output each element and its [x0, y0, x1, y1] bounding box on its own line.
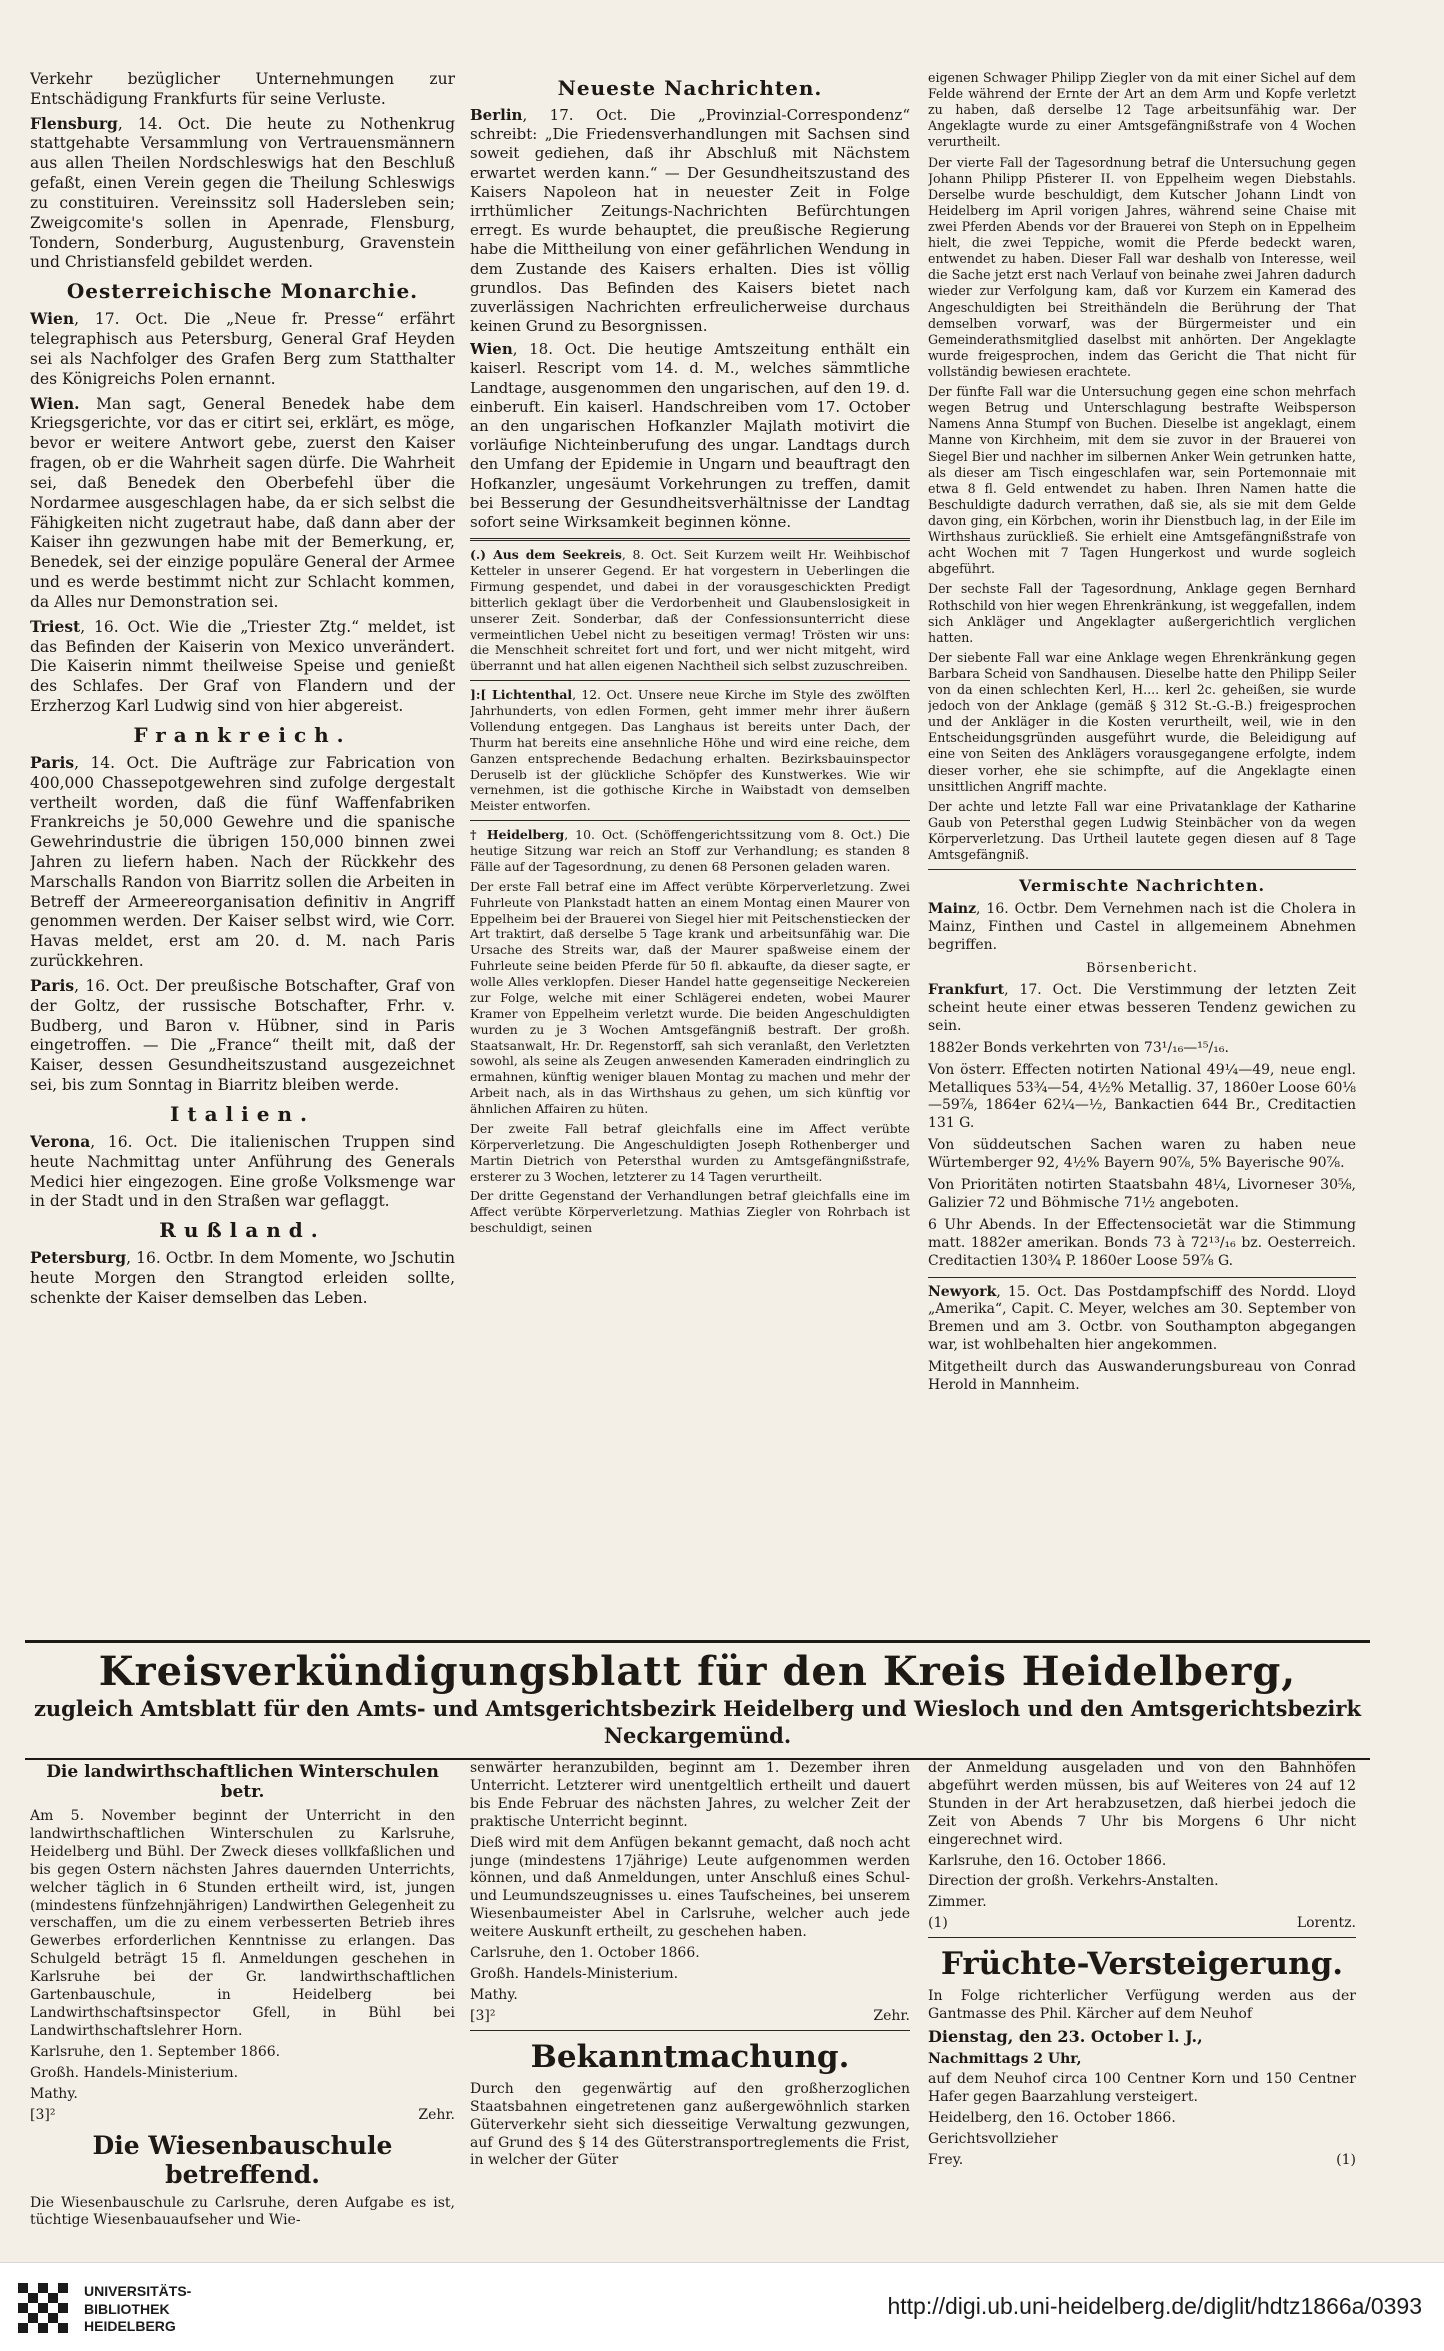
notice-signature: Zimmer. — [928, 1894, 987, 1911]
dateline-place: Mainz — [928, 901, 977, 918]
library-logo-icon — [14, 2279, 72, 2337]
dateline-place: Wien — [470, 340, 513, 359]
notice-ref-row — [928, 2152, 1356, 2168]
article-text: Der sechste Fall der Tagesordnung, Anklage gegen Bernhard Rothschild von hier wegen Ehrenkränkung, ist weggefallen, indem sich Ankläger und Angeklagter außergerichtlich verglichen hatten. — [928, 581, 1356, 645]
article-text: Der dritte Gegenstand der Verhandlungen betraf gleichfalls eine im Affect verübte Körperverletzung. Mathias Ziegler von Rohrbach ist beschuldigt, seinen — [470, 1188, 910, 1236]
divider — [470, 2030, 910, 2031]
section-heading-exchange: Börsenbericht. — [1086, 960, 1198, 976]
notice-ref-row — [470, 2008, 910, 2024]
article-text: , 12. Oct. Unsere neue Kirche im Style des zwölften Jahrhunderts, von edlen Formen, geht immer mehr ihrer äußern Vollendung entgegen. Das Langhaus ist bereits unter Dach, der Thurm hat bereits eine ansehnliche Höhe und wird eine reiche, dem Ganzen entsprechende Bedachung erhalten. Bezirksbauinspector Deruselb ist der glückliche Schöpfer des Kunstwerkes. Wie wir vernehmen, ist die gothische Kirche in Waibstadt von demselben Meister entworfen. — [470, 687, 910, 814]
article-text: Der erste Fall betraf eine im Affect verübte Körperverletzung. Zwei Fuhrleute von Plankstadt hatten an einem Montag einen Maurer von Eppelheim bei der Brauerei von Siegel hier mit Peitschenstiecken der Art traktirt, daß derselbe 5 Tage krank und arbeitsunfähig war. Die Ursache des Streits war, daß der Maurer spaßweise einem der Fuhrleute seine beiden Pferde für 50 fl. abkaufte, da dieser sagte, er wolle Alles verklopfen. Dieser Handel hatte gegenseitige Neckereien zur Folge, welche mit einer Schlägerei endeten, wobei Maurer Kramer von Eppelheim verletzt wurde. Die beiden Angeschuldigten wurden zu je 3 Wochen Amtsgefängniß bestraft. Der großh. Staatsanwalt, Hr. Dr. Regenstorff, sah sich veranlaßt, den Verletzten sowohl, als seine als Zeugen anwesenden Kameraden eindringlich zu ermahnen, künftig weniger blauen Montag zu machen und mehr der Arbeit nach, als in das Wirthshaus zu gehen, um sich künftig vor ähnlichen Affairen zu hüten. — [470, 878, 910, 1116]
exchange-line: Von süddeutschen Sachen waren zu haben neue Würtemberger 92, 4½% Bayern 90⅞, 5% Bayerische 90⅞. — [928, 1137, 1356, 1172]
notice-text: Durch den gegenwärtig auf den großherzoglichen Staatsbahnen eingetretenen ganz außergewöhnlich starken Güterverkehr sieht sich diesseitige Verwaltung gezwungen, auf Grund des § 14 des Güterstransportreglements die Frist, in welcher der Güter — [470, 2080, 910, 2169]
notice-ministry: Großh. Handels-Ministerium. — [470, 1965, 679, 1982]
notice-text: Am 5. November beginnt der Unterricht in den landwirthschaftlichen Winterschulen zu Karlsruhe, Heidelberg und Bühl. Der Zweck dieses vollkfaßlichen und bis gegen Ostern nächsten Jahres dauernden Unterrichts, welcher täglich in 6 Stunden ertheilt wird, ist, jungen (mindestens fünfzehnjährigen) Landwirthen Gelegenheit zu verschaffen, um die zu einem verbesserten Betrieb ihres Gewerbes erforderlichen Kenntnisse zu erlangen. Das Schulgeld beträgt 15 fl. Anmeldungen geschehen in Karlsruhe bei der Gr. landwirthschaftlichen Gartenbauschule, in Heidelberg bei Landwirthschaftsinspector Gfell, in Bühl bei Landwirthschaftslehrer Horn. — [30, 1808, 455, 2039]
article-lichtenthal — [470, 687, 910, 814]
article-text: Man sagt, General Benedek habe dem Kriegsgerichte, vor das er citirt sei, erklärt, es möge, bevor er weitere Antwort gebe, zuerst den Kaiser fragen, ob er die Wahrheit sagen dürfe. Die Wahrheit sei, daß Benedek den Oberbefehl über die Nordarmee ausgeschlagen habe, da er sich selbst die Fähigkeiten nicht zugetraut habe, daß dann aber der Kaiser ihn gezwungen habe mit der Bemerkung, er, Benedek, sei der einzige populäre General der Armee und es werde bestimmt nicht zur Schlacht kommen, da Alles nur Demonstration sei. — [30, 394, 455, 611]
auction-time: Nachmittags 2 Uhr, — [928, 2050, 1082, 2067]
notice-ref-row — [928, 1915, 1356, 1931]
article-text: , 17. Oct. Die „Provinzial-Correspondenz“ schreibt: „Die Friedensverhandlungen mit Sachsen sind soweit gediehen, daß ihr Abschluß mit Nächstem erwartet werden kann.“ — Der Gesundheitszustand des Kaisers Napoleon hat in neuester Zeit in Folge irrthümlicher Zeitungs-Nachrichten Befürchtungen erregt. Es wurde behauptet, die preußische Regierung habe die Mittheilung von einer gefährlichen Wendung in dem Zustande des Kaisers erhalten. Dies ist völlig grundlos. Das Befinden des Kaisers bietet nach zuverlässigen Nachrichten erfreulicherweise durchaus keinen Grund zu Besorgnissen. — [470, 106, 910, 336]
article-text: , 16. Oct. Die italienischen Truppen sind heute Nachmittag unter Anführung des Generals Medici hier eingezogen. Eine große Volksmenge war in der Stadt und in den Straßen war geflaggt. — [30, 1132, 455, 1211]
divider — [470, 680, 910, 681]
dateline-place: ]:[ Lichtenthal — [470, 687, 573, 703]
gazette-title: Kreisverkündigungsblatt für den Kreis Heidelberg, — [98, 1648, 1297, 1695]
dateline-place: Triest — [30, 616, 81, 636]
dateline-place: Petersburg — [30, 1248, 127, 1268]
exchange-line: 1882er Bonds verkehrten von 73¹/₁₆—¹⁵/₁₆. — [928, 1039, 1229, 1056]
notice-text: der Anmeldung ausgeladen und von den Bahnhöfen abgeführt werden müssen, bis auf Weiteres von 24 auf 12 Stunden in der Art herabzusetzen, daß hierbei jedoch die Zeit von Abends 7 Uhr bis Morgens 6 Uhr nicht eingerechnet wird. — [928, 1760, 1356, 1848]
article-petersburg — [30, 1248, 455, 1308]
article-heidelberg — [470, 827, 910, 875]
section-heading-italy: Italien. — [170, 1101, 315, 1126]
article-seekreis — [470, 547, 910, 674]
dateline-place: Paris — [30, 752, 75, 772]
notice-ref-name: Zehr. — [418, 2106, 455, 2123]
article-text: Der zweite Fall betraf gleichfalls eine im Affect verübte Körperverletzung. Die Angeschuldigten Joseph Rothenberger und Martin Dietrich von Petersthal wurden zu Amtsgefängnißstrafe, ersterer zu 3 Wochen, letzterer zu 14 Tagen verurtheilt. — [470, 1120, 910, 1184]
section-heading-russia: Rußland. — [159, 1218, 326, 1243]
article-text: Mitgetheilt durch das Auswanderungsbureau von Conrad Herold in Mannheim. — [928, 1359, 1356, 1394]
article-text: , 17. Oct. Die Verstimmung der letzten Zeit scheint heute einer etwas besseren Tendenz gewichen zu sein. — [928, 981, 1356, 1034]
notice-date: Karlsruhe, den 16. October 1866. — [928, 1852, 1167, 1869]
article-text: , 16. Octbr. Dem Vernehmen nach ist die Cholera in Mainz, Finthen und Castel in allgemeinem Abnehmen begriffen. — [928, 901, 1356, 954]
notice-heading: Die landwirthschaftlichen Winterschulen betr. — [46, 1762, 439, 1802]
article-mainz — [928, 901, 1356, 955]
exchange-line: 6 Uhr Abends. In der Effectensocietät war die Stimmung matt. 1882er amerikan. Bonds 73 à 72¹³/₁₆ bz. Oesterreich. Creditactien 130¾ P. 1860er Loose 59⅞ G. — [928, 1216, 1356, 1269]
notice-column-1 — [30, 1760, 455, 2255]
library-name — [84, 2283, 191, 2336]
article-text: Der vierte Fall der Tagesordnung betraf die Untersuchung gegen Johann Philipp Pfisterer II. von Eppelheim wegen Diebstahls. Derselbe wurde beschuldigt, dem Kutscher Johann Lindt von Heidelberg im April vorigen Jahres, während seine Chaise mit zwei Pferden Abends vor der Brauerei von Steph on in Eppelheim hielt, die zwei Teppiche, womit die Pferde bedeckt waren, entwendet zu haben. Dieser Fall war deshalb von Interesse, weil die Sache jetzt erst nach Verlauf von beinahe zwei Jahren dadurch wieder zur Verfolgung kam, daß vor Kurzem ein Kamerad des Angeschuldigten bei Streithändeln die Berührung der That demselben vorwarf, was der Bürgermeister und ein Gemeinderathsmitglied daselbst mit anhörten. Der Angeklagte wurde freigesprochen, indem das Gericht die That nicht für vollständig bewiesen erachtete. — [928, 154, 1356, 379]
article-text: , 8. Oct. Seit Kurzem weilt Hr. Weihbischof Ketteler in unserer Gegend. Er hat vorgestern in Ueberlingen die Firmung gespendet, und dabei in der vorausgeschickten Predigt bitterlich geklagt über die Verdorbenheit und Glaubenslosigkeit in unserer Zeit. Sonderbar, daß der Confessionsunterricht diese vermeintlichen Uebel nicht zu beseitigen vermag! Trösten wir uns: die Menschheit schreitet fort und fort, und wer nicht mitgeht, wird überrannt und hat allen eigenen Nachtheil sich selbst zuzuschreiben. — [470, 547, 910, 674]
article-text: , 15. Oct. Das Postdampfschiff des Nordd. Lloyd „Amerika“, Capit. C. Meyer, welches am 30. September von Bremen und am 3. Octbr. von Southampton abgegangen war, ist wohlbehalten hier angekommen. — [928, 1283, 1356, 1354]
column-1 — [30, 70, 455, 1630]
article-text: Verkehr bezüglicher Unternehmungen zur Entschädigung Frankfurts für seine Verluste. — [30, 70, 455, 108]
article-wien — [470, 340, 910, 532]
notice-signature: Mathy. — [470, 1986, 518, 2003]
notice-column-2 — [470, 1760, 910, 2255]
article-text: , 17. Oct. Die „Neue fr. Presse“ erfährt telegraphisch aus Petersburg, General Graf Heyden sei als Nachfolger des Grafen Berg zum Statthalter des Königreichs Polen ernannt. — [30, 310, 455, 388]
notice-date: Heidelberg, den 16. October 1866. — [928, 2110, 1176, 2127]
article-text: , 16. Oct. Wie die „Triester Ztg.“ meldet, ist das Befinden der Kaiserin von Mexico unverändert. Die Kaiserin nimmt theilweise Speise und genießt des Schlafes. Der Graf von Flandern und der Erzherzog Karl Ludwig sind von hier abgereist. — [30, 617, 455, 716]
notice-ref: [3]² — [470, 2007, 496, 2024]
notice-title-auction: Früchte-Versteigerung. — [940, 1946, 1344, 1983]
notice-ref-name: Zehr. — [873, 2007, 910, 2024]
article-text: , 16. Oct. Der preußische Botschafter, Graf von der Goltz, der russische Botschafter, Frhr. v. Budberg, und Baron v. Hübner, sind in Paris eingetroffen. — Die „France“ theilt mit, daß der Kaiser, dessen Gesundheitszustand ausgezeichnet sei, bis zum Sonntag in Biarritz bleiben werde. — [30, 976, 455, 1095]
dateline-place: (.) Aus dem Seekreis — [470, 547, 622, 563]
exchange-line: Von österr. Effecten notirten National 49¼—49, neue engl. Metalliques 53¾—54, 4½% Metallig. 37, 1860er Loose 60⅛—59⅞, 1864er 62¼—½, Bankactien 644 Br., Creditactien 131 G. — [928, 1061, 1356, 1132]
divider — [928, 1277, 1356, 1278]
notice-text: Die Wiesenbauschule zu Carlsruhe, deren Aufgabe es ist, tüchtige Wiesenbauaufseher und Wie- — [30, 2194, 455, 2229]
dateline-place: Paris — [30, 975, 75, 995]
notice-column-3 — [928, 1760, 1356, 2255]
article-flensburg — [30, 114, 455, 274]
article-text: , 10. Oct. (Schöffengerichtssitzung vom 8. Oct.) Die heutige Sitzung war reich an Stoff zur Verhandlung; es standen 8 Fälle auf der Tagesordnung, zu denen 68 Personen geladen waren. — [470, 827, 910, 874]
article-wien-1 — [30, 309, 455, 389]
article-text: eigenen Schwager Philipp Ziegler von da mit einer Sichel auf dem Felde während der Ernte der Art an dem Arm und Kopfe verletzt zu haben, daß derselbe 12 Tage arbeitsunfähig war. Der Angeklagte wurde zu einer Amtsgefängnißstrafe von 4 Wochen verurtheilt. — [928, 70, 1356, 150]
notice-text: senwärter heranzubilden, beginnt am 1. Dezember ihren Unterricht. Letzterer wird unentgeltlich ertheilt und dauert bis Ende Februar des nächsten Jahres, zu welcher Zeit der praktische Unterricht beginnt. — [470, 1760, 910, 1830]
dateline-place: Wien. — [30, 393, 80, 413]
library-name-line: HEIDELBERG — [84, 2318, 176, 2334]
library-name-line: UNIVERSITÄTS- — [84, 2283, 192, 2299]
notice-signature: Frey. — [928, 2152, 964, 2169]
notice-ref: (1) — [928, 1915, 948, 1932]
notice-text: Dieß wird mit dem Anfügen bekannt gemacht, daß noch acht junge (mindestens 17jährige) Leute aufgenommen werden können, und daß Anmeldungen, unter Anschluß eines Schul- und Leumundszeugnisses u. eines Taufscheines, bei unserem Wiesenbaumeister Abel in Carlsruhe, welcher auch jede weitere Auskunft ertheilt, zu geschehen haben. — [470, 1834, 910, 1941]
column-2 — [470, 70, 910, 1630]
notice-title-wiesenbauschule: Die Wiesenbauschule betreffend. — [92, 2130, 393, 2189]
divider — [470, 820, 910, 821]
dateline-place: Flensburg — [30, 113, 118, 133]
article-paris-2 — [30, 976, 455, 1096]
article-text: , 18. Oct. Die heutige Amtszeitung enthält ein kaiserl. Rescript vom 14. d. M., welches sämmtliche Landtage, ausgenommen den ungarischen, auf den 19. d. einberuft. Ein kaiserl. Handschreiben vom 17. October an den ungarischen Hofkanzler Majlath motivirt die vorläufige Nichteinberufung des ungar. Landtags durch den Umfang der Epidemie in Ungarn und beauftragt den Hofkanzler, ungesäumt Vorkehrungen zu treffen, damit bei Besserung der Gesundheitsverhältnisse der Landtag sofort seine Wirksamkeit beginnen könne. — [470, 340, 910, 531]
article-wien-2 — [30, 394, 455, 613]
article-triest — [30, 617, 455, 717]
notice-ministry: Großh. Handels-Ministerium. — [30, 2064, 239, 2081]
notice-ref: [3]² — [30, 2106, 56, 2123]
notice-direction: Direction der großh. Verkehrs-Anstalten. — [928, 1873, 1219, 1890]
article-text: Der siebente Fall war eine Anklage wegen Ehrenkränkung gegen Barbara Scheid von Sandhausen. Dieselbe hatte den Philipp Seiler von da einen schlechten Kerl, H.... kerl 2c. geheißen, sie wurde jedoch von der Anklage (gemäß § 312 St.-G.-B.) freigesprochen und der Ankläger in die Kosten verurtheilt, weil, wie in den Entscheidungsgründen ausgeführt wurde, die Beleidigung auf eine von Seiten des Anklägers vorausgegangene erfolgte, indem dieser vorher, ehe sie schimpfte, auf die Angeklagte einen unsittlichen Angriff machte. — [928, 649, 1356, 794]
divider — [928, 869, 1356, 870]
article-text: Der fünfte Fall war die Untersuchung gegen eine schon mehrfach wegen Betrug und Unterschlagung bestrafte Weibsperson Namens Anna Stumpf von Buchen. Dieselbe ist angeklagt, einem Manne von Kirchheim, mit dem sie zuvor in der Brauerei von Siegel Bier und nachher im silbernen Anker Wein getrunken hatte, als dieser am Tisch eingeschlafen war, sein Portemonnaie mit etwa 8 fl. Geld entwendet zu haben. Ihren Namen hatte die Beschuldigte dadurch verrathen, daß sie, als sie mit dem Gelde davon ging, ein Körbchen, worin ihr Dienstbuch lag, in der Eile im Wirthshaus zurückließ. Sie erhielt eine Amtsgefängnißstrafe von acht Wochen mit 7 Tagen Hungerkost und wurde sogleich abgeführt. — [928, 384, 1356, 577]
column-3 — [928, 70, 1356, 1630]
article-text: , 14. Oct. Die heute zu Nothenkrug stattgehabte Versammlung von Vertrauensmännern aus allen Theilen Nordschleswigs hat den Beschluß gefaßt, einen Verein gegen die Theilung Schleswigs zu constituiren. Vereinssitz soll Hadersleben sein; Zweigcomite's sollen in Apenrade, Flensburg, Tondern, Sonderburg, Augustenburg, Gravenstein und Christiansfeld gebildet werden. — [30, 114, 455, 272]
notice-title-bekanntmachung: Bekanntmachung. — [530, 2038, 850, 2075]
section-heading-mixed-news: Vermischte Nachrichten. — [1018, 876, 1266, 896]
dateline-place: Newyork — [928, 1283, 997, 1300]
source-url-link[interactable]: http://digi.ub.uni-heidelberg.de/diglit/hdtz1866a/0393 — [887, 2293, 1422, 2319]
divider — [928, 1937, 1356, 1938]
article-newyork — [928, 1284, 1356, 1356]
gazette-subtitle: zugleich Amtsblatt für den Amts- und Amtsgerichtsbezirk Heidelberg und Wiesloch und den Amtsgerichtsbezirk Neckargemünd. — [33, 1696, 1362, 1749]
article-frankfurt — [928, 982, 1356, 1036]
notice-signature: Mathy. — [30, 2085, 78, 2102]
dateline-place: Berlin — [470, 106, 523, 124]
article-paris-1 — [30, 753, 455, 972]
article-berlin — [470, 106, 910, 336]
divider — [470, 538, 910, 541]
dateline-place: Frankfurt — [928, 981, 1005, 998]
gazette-banner — [25, 1640, 1370, 1760]
article-verona — [30, 1132, 455, 1212]
notice-text: auf dem Neuhof circa 100 Centner Korn und 150 Centner Hafer gegen Baarzahlung versteigert. — [928, 2071, 1356, 2106]
section-heading-france: Frankreich. — [133, 722, 352, 747]
article-text: , 16. Octbr. In dem Momente, wo Jschutin heute Morgen den Strangtod erleiden sollte, schenkte der Kaiser demselben das Leben. — [30, 1249, 455, 1307]
notice-date: Carlsruhe, den 1. October 1866. — [470, 1945, 700, 1962]
notice-ref-name: Lorentz. — [1296, 1915, 1356, 1932]
exchange-line: Von Prioritäten notirten Staatsbahn 48¼, Livorneser 30⅝, Galizier 72 und Böhmische 71½ angeboten. — [928, 1177, 1356, 1211]
notice-ref-row — [30, 2107, 455, 2123]
library-name-line: BIBLIOTHEK — [84, 2300, 170, 2317]
notice-official: Gerichtsvollzieher — [928, 2131, 1058, 2148]
notice-date: Karlsruhe, den 1. September 1866. — [30, 2043, 281, 2060]
article-text: , 14. Oct. Die Aufträge zur Fabrication von 400,000 Chassepotgewehren sind zufolge dergestalt vertheilt worden, daß die fünf Waffenfabriken Frankreichs je 50,000 Gewehre und die spanische Gewehrindustrie die übrigen 150,000 binnen zwei Jahren zu liefern haben. Nach der Rückkehr des Marschalls Randon von Biarritz sollen die Arbeiten in Betreff der Armeereorganisation definitiv in Angriff genommen werden. Der Kaiser selbst wird, wie Corr. Havas meldet, erst am 20. d. M. nach Paris zurückkehren. — [30, 753, 455, 971]
notice-text: In Folge richterlicher Verfügung werden aus der Gantmasse des Phil. Kärcher auf dem Neuhof — [928, 1988, 1356, 2023]
article-text: Der achte und letzte Fall war eine Privatanklage der Katharine Gaub von Petersthal gegen Ludwig Steinbächer von da wegen Körperverletzung. Das Urtheil lautete gegen diesen auf 8 Tage Amtsgefängniß. — [928, 798, 1356, 863]
section-heading-latest-news: Neueste Nachrichten. — [557, 76, 823, 100]
notice-ref: (1) — [1336, 2152, 1356, 2169]
dateline-place: Wien — [30, 309, 75, 329]
dateline-place: Verona — [30, 1131, 91, 1151]
auction-day: Dienstag, den 23. October l. J., — [928, 2027, 1203, 2047]
footer-bar — [0, 2262, 1444, 2351]
section-heading-austria: Oesterreichische Monarchie. — [66, 279, 419, 304]
dateline-place: † Heidelberg — [470, 827, 565, 843]
